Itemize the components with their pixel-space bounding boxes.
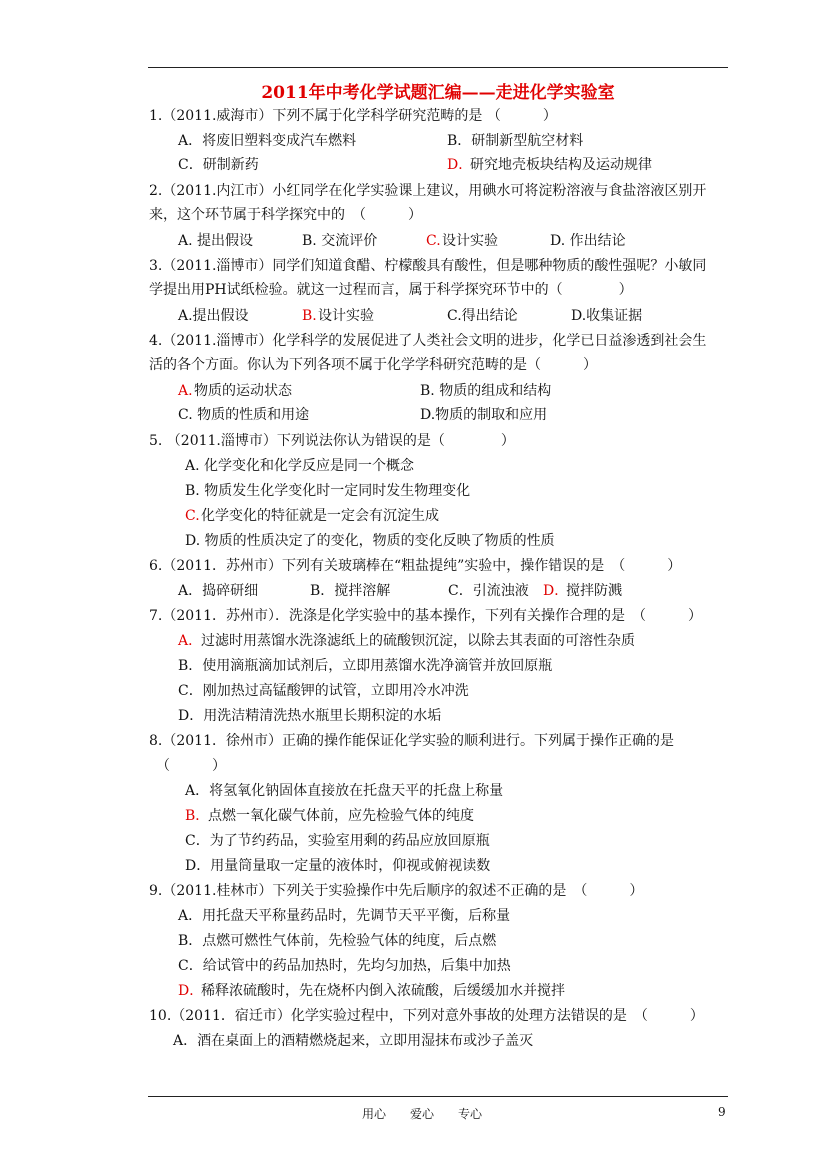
footer-rule xyxy=(148,1096,728,1097)
header-rule xyxy=(148,67,728,68)
page-number: 9 xyxy=(718,1105,726,1119)
page-title: 2011年中考化学试题汇编——走进化学实验室 xyxy=(261,83,615,103)
footer-motto: 用心 爱心 专心 xyxy=(362,1107,483,1121)
